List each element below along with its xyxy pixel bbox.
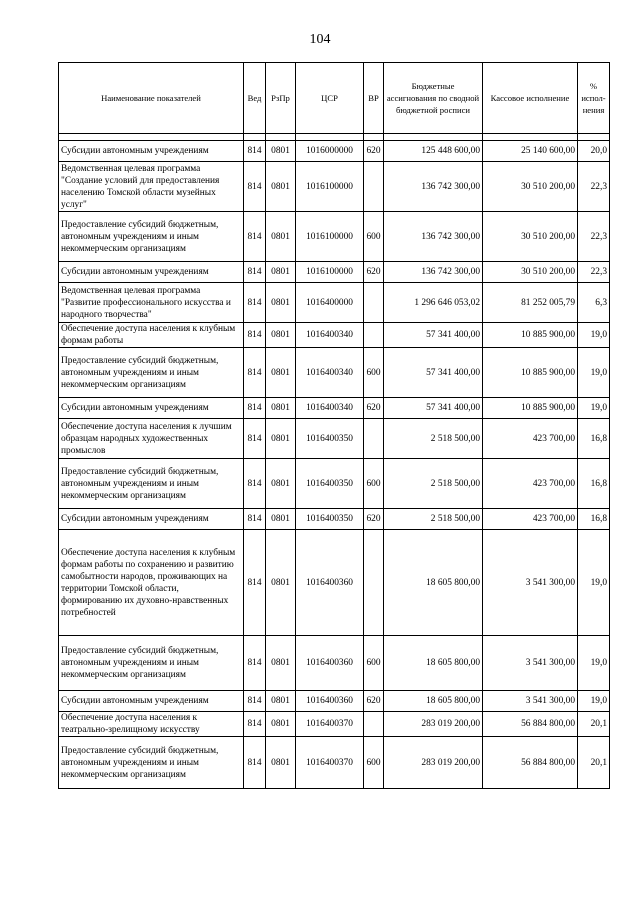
cell-cash: 10 885 900,00	[483, 323, 578, 348]
table-row	[59, 323, 610, 348]
cell-csr: 1016100000	[296, 162, 364, 212]
cell-csr: 1016400350	[296, 419, 364, 459]
cell-rzpr: 0801	[266, 459, 296, 509]
cell-ved: 814	[244, 712, 266, 737]
page-number: 104	[309, 32, 331, 47]
cell-rzpr: 0801	[266, 212, 296, 262]
cell-pct: 19,0	[578, 398, 610, 419]
cell-csr: 1016400370	[296, 737, 364, 789]
cell-rzpr: 0801	[266, 509, 296, 530]
cell-cash: 423 700,00	[483, 459, 578, 509]
cell-name: Субсидии автономным учреждениям	[59, 509, 244, 530]
table-row	[59, 398, 610, 419]
cell-name: Предоставление субсидий бюджетным, автономным учреждениям и иным некоммерческим организациям	[59, 348, 244, 398]
table-row	[59, 459, 610, 509]
cell-pct: 20,0	[578, 141, 610, 162]
cell-csr: 1016100000	[296, 212, 364, 262]
cell-cash: 30 510 200,00	[483, 262, 578, 283]
cell-cash: 3 541 300,00	[483, 530, 578, 636]
cell-csr: 1016400350	[296, 509, 364, 530]
cell-ved: 814	[244, 212, 266, 262]
cell-budget: 2 518 500,00	[384, 419, 483, 459]
cell-name: Обеспечение доступа населения к театрально-зрелищному искусству	[59, 712, 244, 737]
cell-ved: 814	[244, 530, 266, 636]
table-row	[59, 509, 610, 530]
cell-cash: 423 700,00	[483, 509, 578, 530]
cell-name: Ведомственная целевая программа "Создание условий для предоставления населению Томской области музейных услуг"	[59, 162, 244, 212]
cell-pct: 22,3	[578, 162, 610, 212]
cell-csr: 1016400360	[296, 636, 364, 691]
cell-vr: 600	[364, 212, 384, 262]
cell-rzpr: 0801	[266, 283, 296, 323]
cell-vr	[364, 283, 384, 323]
cell-pct: 16,8	[578, 459, 610, 509]
table-header-row	[59, 63, 610, 134]
cell-cash: 30 510 200,00	[483, 212, 578, 262]
cell-ved: 814	[244, 283, 266, 323]
cell-vr: 600	[364, 636, 384, 691]
cell-name: Субсидии автономным учреждениям	[59, 691, 244, 712]
cell-rzpr: 0801	[266, 398, 296, 419]
table-row	[59, 141, 610, 162]
cell-budget: 1 296 646 053,02	[384, 283, 483, 323]
cell-pct: 19,0	[578, 323, 610, 348]
cell-vr	[364, 323, 384, 348]
cell-name: Субсидии автономным учреждениям	[59, 141, 244, 162]
cell-budget: 2 518 500,00	[384, 509, 483, 530]
table-row	[59, 419, 610, 459]
cell-csr: 1016100000	[296, 262, 364, 283]
cell-csr: 1016400340	[296, 348, 364, 398]
cell-pct: 20,1	[578, 712, 610, 737]
cell-cash: 81 252 005,79	[483, 283, 578, 323]
cell-ved: 814	[244, 459, 266, 509]
cell-ved: 814	[244, 262, 266, 283]
header-vr: ВР	[364, 63, 384, 134]
cell-vr: 620	[364, 691, 384, 712]
cell-ved: 814	[244, 636, 266, 691]
cell-rzpr: 0801	[266, 141, 296, 162]
cell-name: Предоставление субсидий бюджетным, автономным учреждениям и иным некоммерческим организациям	[59, 459, 244, 509]
cell-rzpr: 0801	[266, 636, 296, 691]
cell-cash: 423 700,00	[483, 419, 578, 459]
cell-budget: 18 605 800,00	[384, 530, 483, 636]
cell-csr: 1016400350	[296, 459, 364, 509]
cell-ved: 814	[244, 419, 266, 459]
cell-name: Предоставление субсидий бюджетным, автономным учреждениям и иным некоммерческим организациям	[59, 636, 244, 691]
cell-cash: 25 140 600,00	[483, 141, 578, 162]
table-row	[59, 212, 610, 262]
cell-vr: 600	[364, 348, 384, 398]
cell-vr: 620	[364, 398, 384, 419]
table-row	[59, 737, 610, 789]
cell-budget: 136 742 300,00	[384, 162, 483, 212]
cell-csr: 1016400000	[296, 283, 364, 323]
cell-pct: 19,0	[578, 691, 610, 712]
cell-cash: 56 884 800,00	[483, 737, 578, 789]
cell-csr: 1016400360	[296, 530, 364, 636]
cell-pct: 19,0	[578, 348, 610, 398]
cell-ved: 814	[244, 141, 266, 162]
cell-ved: 814	[244, 162, 266, 212]
table-row	[59, 691, 610, 712]
cell-name: Ведомственная целевая программа "Развитие профессионального искусства и народного творчества"	[59, 283, 244, 323]
table-row	[59, 712, 610, 737]
cell-vr	[364, 162, 384, 212]
table-row	[59, 636, 610, 691]
cell-name: Субсидии автономным учреждениям	[59, 398, 244, 419]
header-spacer-row	[59, 134, 610, 141]
cell-ved: 814	[244, 348, 266, 398]
table-row	[59, 262, 610, 283]
cell-cash: 56 884 800,00	[483, 712, 578, 737]
cell-vr	[364, 419, 384, 459]
cell-ved: 814	[244, 509, 266, 530]
cell-vr: 600	[364, 459, 384, 509]
cell-csr: 1016400340	[296, 398, 364, 419]
table-row	[59, 162, 610, 212]
header-rzpr: РзПр	[266, 63, 296, 134]
header-budget: Бюджетные ассигнования по сводной бюджетной росписи	[384, 63, 483, 134]
cell-rzpr: 0801	[266, 530, 296, 636]
cell-ved: 814	[244, 323, 266, 348]
cell-ved: 814	[244, 691, 266, 712]
cell-csr: 1016400370	[296, 712, 364, 737]
header-cash: Кассовое исполнение	[483, 63, 578, 134]
cell-budget: 57 341 400,00	[384, 398, 483, 419]
cell-pct: 16,8	[578, 419, 610, 459]
cell-name: Обеспечение доступа населения к клубным формам работы по сохранению и развитию самобытности народов, проживающих на территории Томской области, формированию их духовно-нравственных потребностей	[59, 530, 244, 636]
cell-name: Обеспечение доступа населения к лучшим образцам народных художественных промыслов	[59, 419, 244, 459]
cell-rzpr: 0801	[266, 162, 296, 212]
cell-budget: 2 518 500,00	[384, 459, 483, 509]
cell-name: Предоставление субсидий бюджетным, автономным учреждениям и иным некоммерческим организациям	[59, 737, 244, 789]
cell-budget: 18 605 800,00	[384, 691, 483, 712]
cell-ved: 814	[244, 398, 266, 419]
cell-vr	[364, 530, 384, 636]
cell-budget: 136 742 300,00	[384, 262, 483, 283]
cell-rzpr: 0801	[266, 323, 296, 348]
cell-budget: 18 605 800,00	[384, 636, 483, 691]
header-csr: ЦСР	[296, 63, 364, 134]
cell-budget: 136 742 300,00	[384, 212, 483, 262]
cell-name: Субсидии автономным учреждениям	[59, 262, 244, 283]
cell-rzpr: 0801	[266, 691, 296, 712]
cell-cash: 10 885 900,00	[483, 348, 578, 398]
cell-pct: 20,1	[578, 737, 610, 789]
cell-budget: 283 019 200,00	[384, 712, 483, 737]
cell-pct: 22,3	[578, 262, 610, 283]
cell-vr: 620	[364, 509, 384, 530]
header-percent: % испол-нения	[578, 63, 610, 134]
cell-pct: 6,3	[578, 283, 610, 323]
cell-cash: 30 510 200,00	[483, 162, 578, 212]
cell-rzpr: 0801	[266, 737, 296, 789]
cell-pct: 22,3	[578, 212, 610, 262]
cell-vr	[364, 712, 384, 737]
cell-rzpr: 0801	[266, 262, 296, 283]
table-row	[59, 348, 610, 398]
cell-rzpr: 0801	[266, 712, 296, 737]
cell-pct: 19,0	[578, 636, 610, 691]
table-row	[59, 283, 610, 323]
cell-rzpr: 0801	[266, 419, 296, 459]
budget-execution-table	[58, 62, 610, 789]
cell-vr: 620	[364, 262, 384, 283]
cell-name: Предоставление субсидий бюджетным, автономным учреждениям и иным некоммерческим организациям	[59, 212, 244, 262]
cell-vr: 600	[364, 737, 384, 789]
cell-budget: 57 341 400,00	[384, 323, 483, 348]
cell-rzpr: 0801	[266, 348, 296, 398]
cell-budget: 57 341 400,00	[384, 348, 483, 398]
cell-ved: 814	[244, 737, 266, 789]
cell-budget: 125 448 600,00	[384, 141, 483, 162]
cell-vr: 620	[364, 141, 384, 162]
header-ved: Вед	[244, 63, 266, 134]
cell-pct: 16,8	[578, 509, 610, 530]
cell-budget: 283 019 200,00	[384, 737, 483, 789]
cell-name: Обеспечение доступа населения к клубным формам работы	[59, 323, 244, 348]
cell-csr: 1016400360	[296, 691, 364, 712]
header-name: Наименование показателей	[59, 63, 244, 134]
table-row	[59, 530, 610, 636]
cell-cash: 3 541 300,00	[483, 691, 578, 712]
cell-csr: 1016400340	[296, 323, 364, 348]
cell-cash: 10 885 900,00	[483, 398, 578, 419]
cell-csr: 1016000000	[296, 141, 364, 162]
cell-pct: 19,0	[578, 530, 610, 636]
cell-cash: 3 541 300,00	[483, 636, 578, 691]
